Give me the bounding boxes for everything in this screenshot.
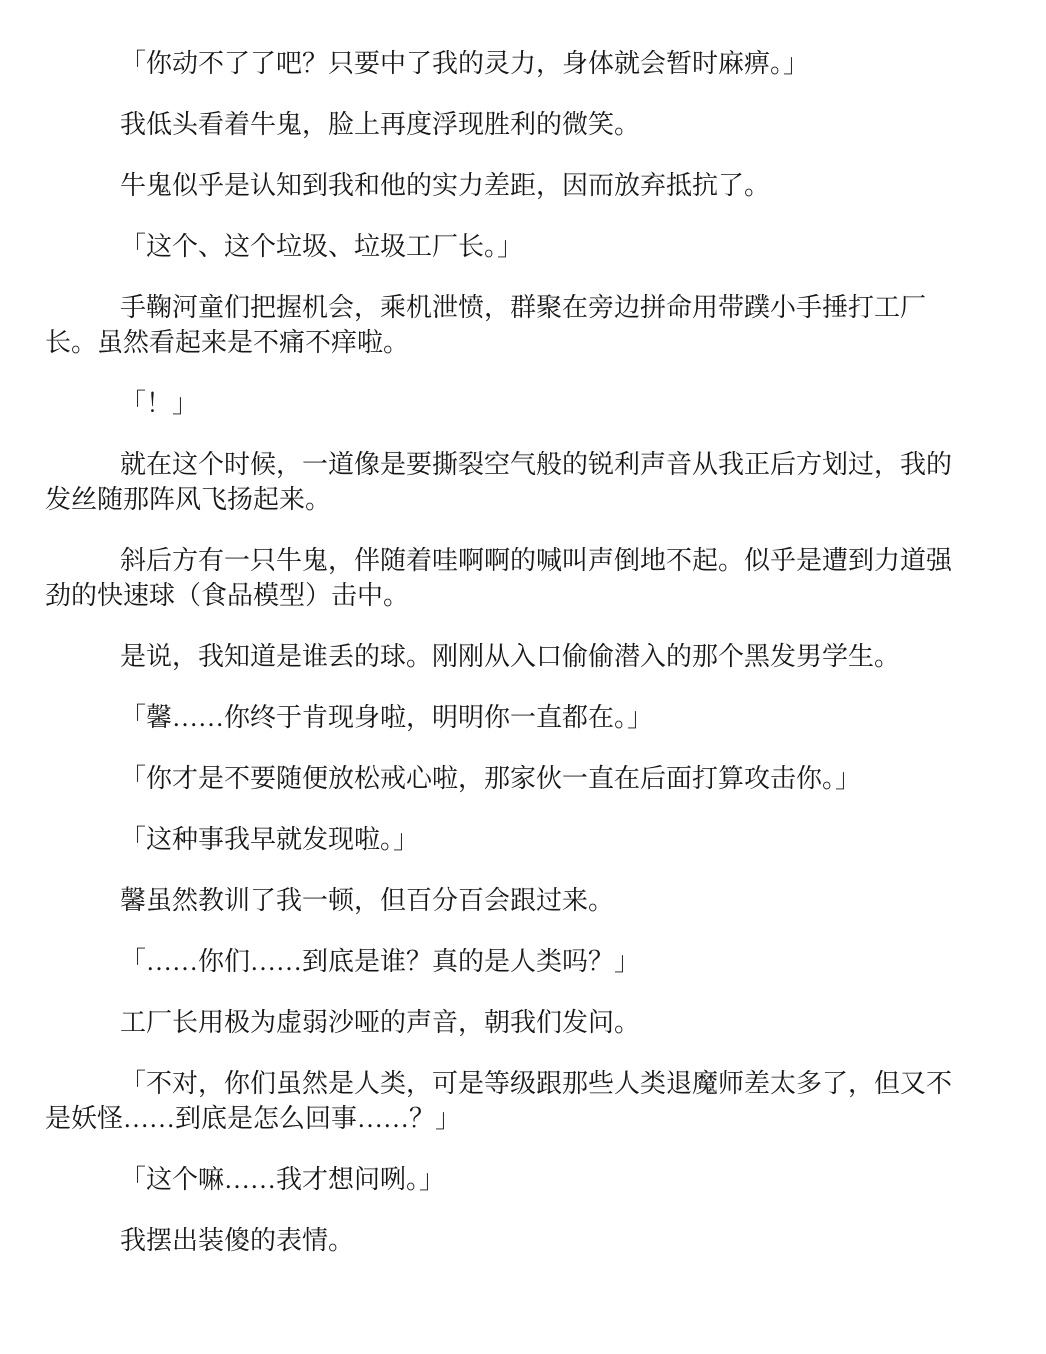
- paragraph-dialogue: 「你动不了了吧？只要中了我的灵力，身体就会暂时麻痹。」: [120, 49, 810, 78]
- paragraph-narration: 是说，我知道是谁丢的球。刚刚从入口偷偷潜入的那个黑发男学生。: [120, 642, 901, 671]
- paragraph-narration: 我摆出装傻的表情。: [120, 1226, 355, 1255]
- paragraph-dialogue: 「馨……你终于肯现身啦，明明你一直都在。」: [120, 703, 654, 732]
- paragraph-narration: 馨虽然教训了我一顿，但百分百会跟过来。: [120, 886, 615, 915]
- paragraph-dialogue: 「！」: [120, 389, 199, 418]
- paragraph-dialogue: 「不对，你们虽然是人类，可是等级跟那些人类退魔师差太多了，但又不是妖怪……到底是怎么回事……？」: [45, 1069, 953, 1133]
- paragraph-dialogue: 「这个、这个垃圾、垃圾工厂长。」: [120, 232, 524, 261]
- paragraph-dialogue: 「这个嘛……我才想问咧。」: [120, 1165, 446, 1194]
- paragraph-narration: 斜后方有一只牛鬼，伴随着哇啊啊的喊叫声倒地不起。似乎是遭到力道强劲的快速球（食品模型）击中。: [45, 546, 953, 610]
- paragraph-narration: 就在这个时候，一道像是要撕裂空气般的锐利声音从我正后方划过，我的发丝随那阵风飞扬起来。: [45, 450, 953, 514]
- paragraph-dialogue: 「这种事我早就发现啦。」: [120, 825, 420, 854]
- paragraph-narration: 牛鬼似乎是认知到我和他的实力差距，因而放弃抵抗了。: [120, 171, 771, 200]
- paragraph-dialogue: 「你才是不要随便放松戒心啦，那家伙一直在后面打算攻击你。」: [120, 764, 862, 793]
- paragraph-narration: 工厂长用极为虚弱沙哑的声音，朝我们发问。: [120, 1008, 641, 1037]
- paragraph-narration: 手鞠河童们把握机会，乘机泄愤，群聚在旁边拼命用带蹼小手捶打工厂长。虽然看起来是不痛不痒啦。: [45, 293, 927, 357]
- text-block: [45, 46, 965, 1258]
- paragraph-dialogue: 「……你们……到底是谁？真的是人类吗？」: [120, 947, 641, 976]
- paragraph-narration: 我低头看着牛鬼，脸上再度浮现胜利的微笑。: [120, 110, 641, 139]
